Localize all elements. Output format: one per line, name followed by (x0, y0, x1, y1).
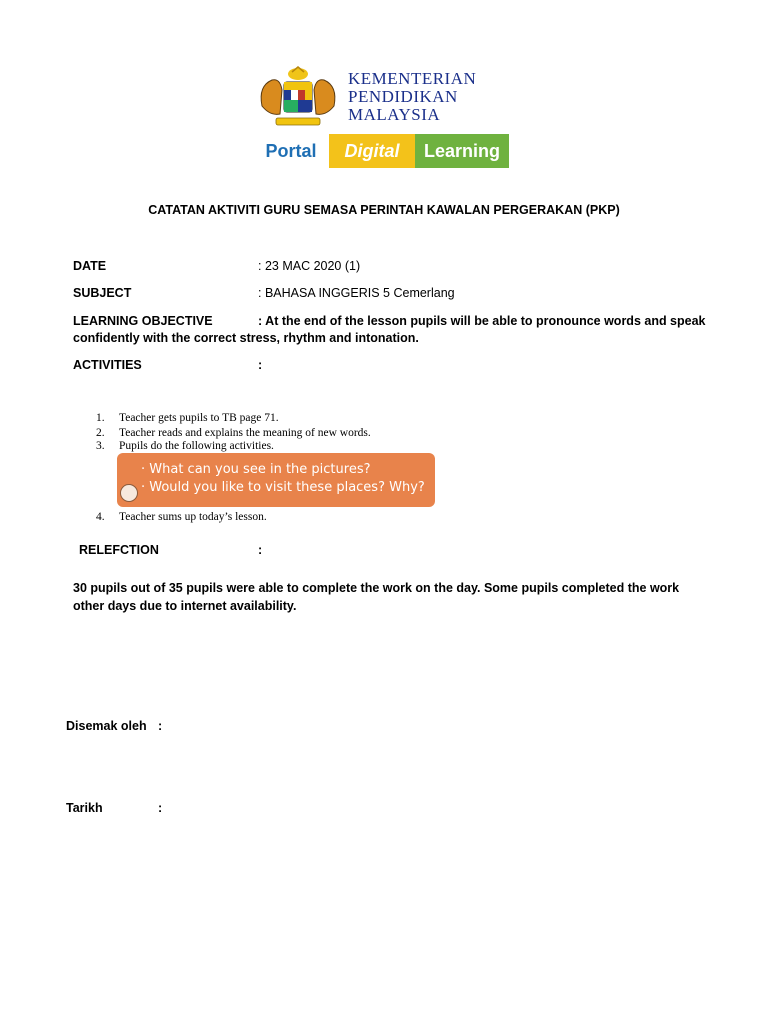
objective-value-line1: : At the end of the lesson pupils will be able to pronounce words and speak (258, 314, 706, 328)
list-item-number: 1. (96, 412, 105, 424)
objective-label: LEARNING OBJECTIVE (73, 314, 213, 328)
objective-value-line2: confidently with the correct stress, rhythm and intonation. (73, 331, 419, 345)
list-item-text: Teacher sums up today’s lesson. (119, 511, 267, 523)
subject-label: SUBJECT (73, 286, 132, 300)
page-title: CATATAN AKTIVITI GURU SEMASA PERINTAH KAWALAN PERGERAKAN (PKP) (148, 203, 620, 217)
ministry-name-line2: PENDIDIKAN (348, 87, 458, 106)
reflection-label: RELEFCTION (79, 543, 159, 557)
digital-word: Digital (329, 134, 415, 168)
signoff-date-colon: : (158, 801, 163, 815)
checked-by-label: Disemak oleh (66, 719, 147, 733)
activities-label: ACTIVITIES (73, 358, 142, 372)
ministry-name-line1: KEMENTERIAN (348, 69, 477, 88)
list-item (96, 412, 279, 424)
signoff-date-label: Tarikh (66, 801, 103, 815)
list-item-number: 2. (96, 427, 105, 439)
list-item-number: 4. (96, 511, 105, 523)
list-item-number: 3. (96, 440, 105, 452)
reflection-text-line1: 30 pupils out of 35 pupils were able to complete the work on the day. Some pupils completed the work (73, 581, 680, 595)
list-item (96, 440, 274, 452)
portal-word: Portal (255, 134, 327, 168)
activity-prompt-line1: · What can you see in the pictures? (141, 462, 371, 477)
list-item-text: Teacher reads and explains the meaning of new words. (119, 427, 371, 439)
list-item-text: Teacher gets pupils to TB page 71. (119, 412, 279, 424)
list-item (96, 427, 371, 439)
date-value: : 23 MAC 2020 (1) (258, 259, 361, 273)
activities-colon: : (258, 358, 263, 372)
speaker-icon (120, 484, 138, 502)
reflection-text-line2: other days due to internet availability. (73, 599, 297, 613)
activity-prompt-image (117, 453, 435, 507)
checked-by-colon: : (158, 719, 163, 733)
activity-prompt-line2: · Would you like to visit these places? Why? (141, 480, 425, 495)
reflection-colon: : (258, 543, 263, 557)
portal-digital-learning-banner (255, 134, 509, 168)
coat-of-arms-logo (254, 66, 342, 130)
ministry-name-line3: MALAYSIA (348, 105, 441, 124)
learning-word: Learning (415, 134, 509, 168)
list-item (96, 511, 267, 523)
date-label: DATE (73, 259, 107, 273)
subject-value: : BAHASA INGGERIS 5 Cemerlang (258, 286, 455, 300)
list-item-text: Pupils do the following activities. (119, 440, 274, 452)
